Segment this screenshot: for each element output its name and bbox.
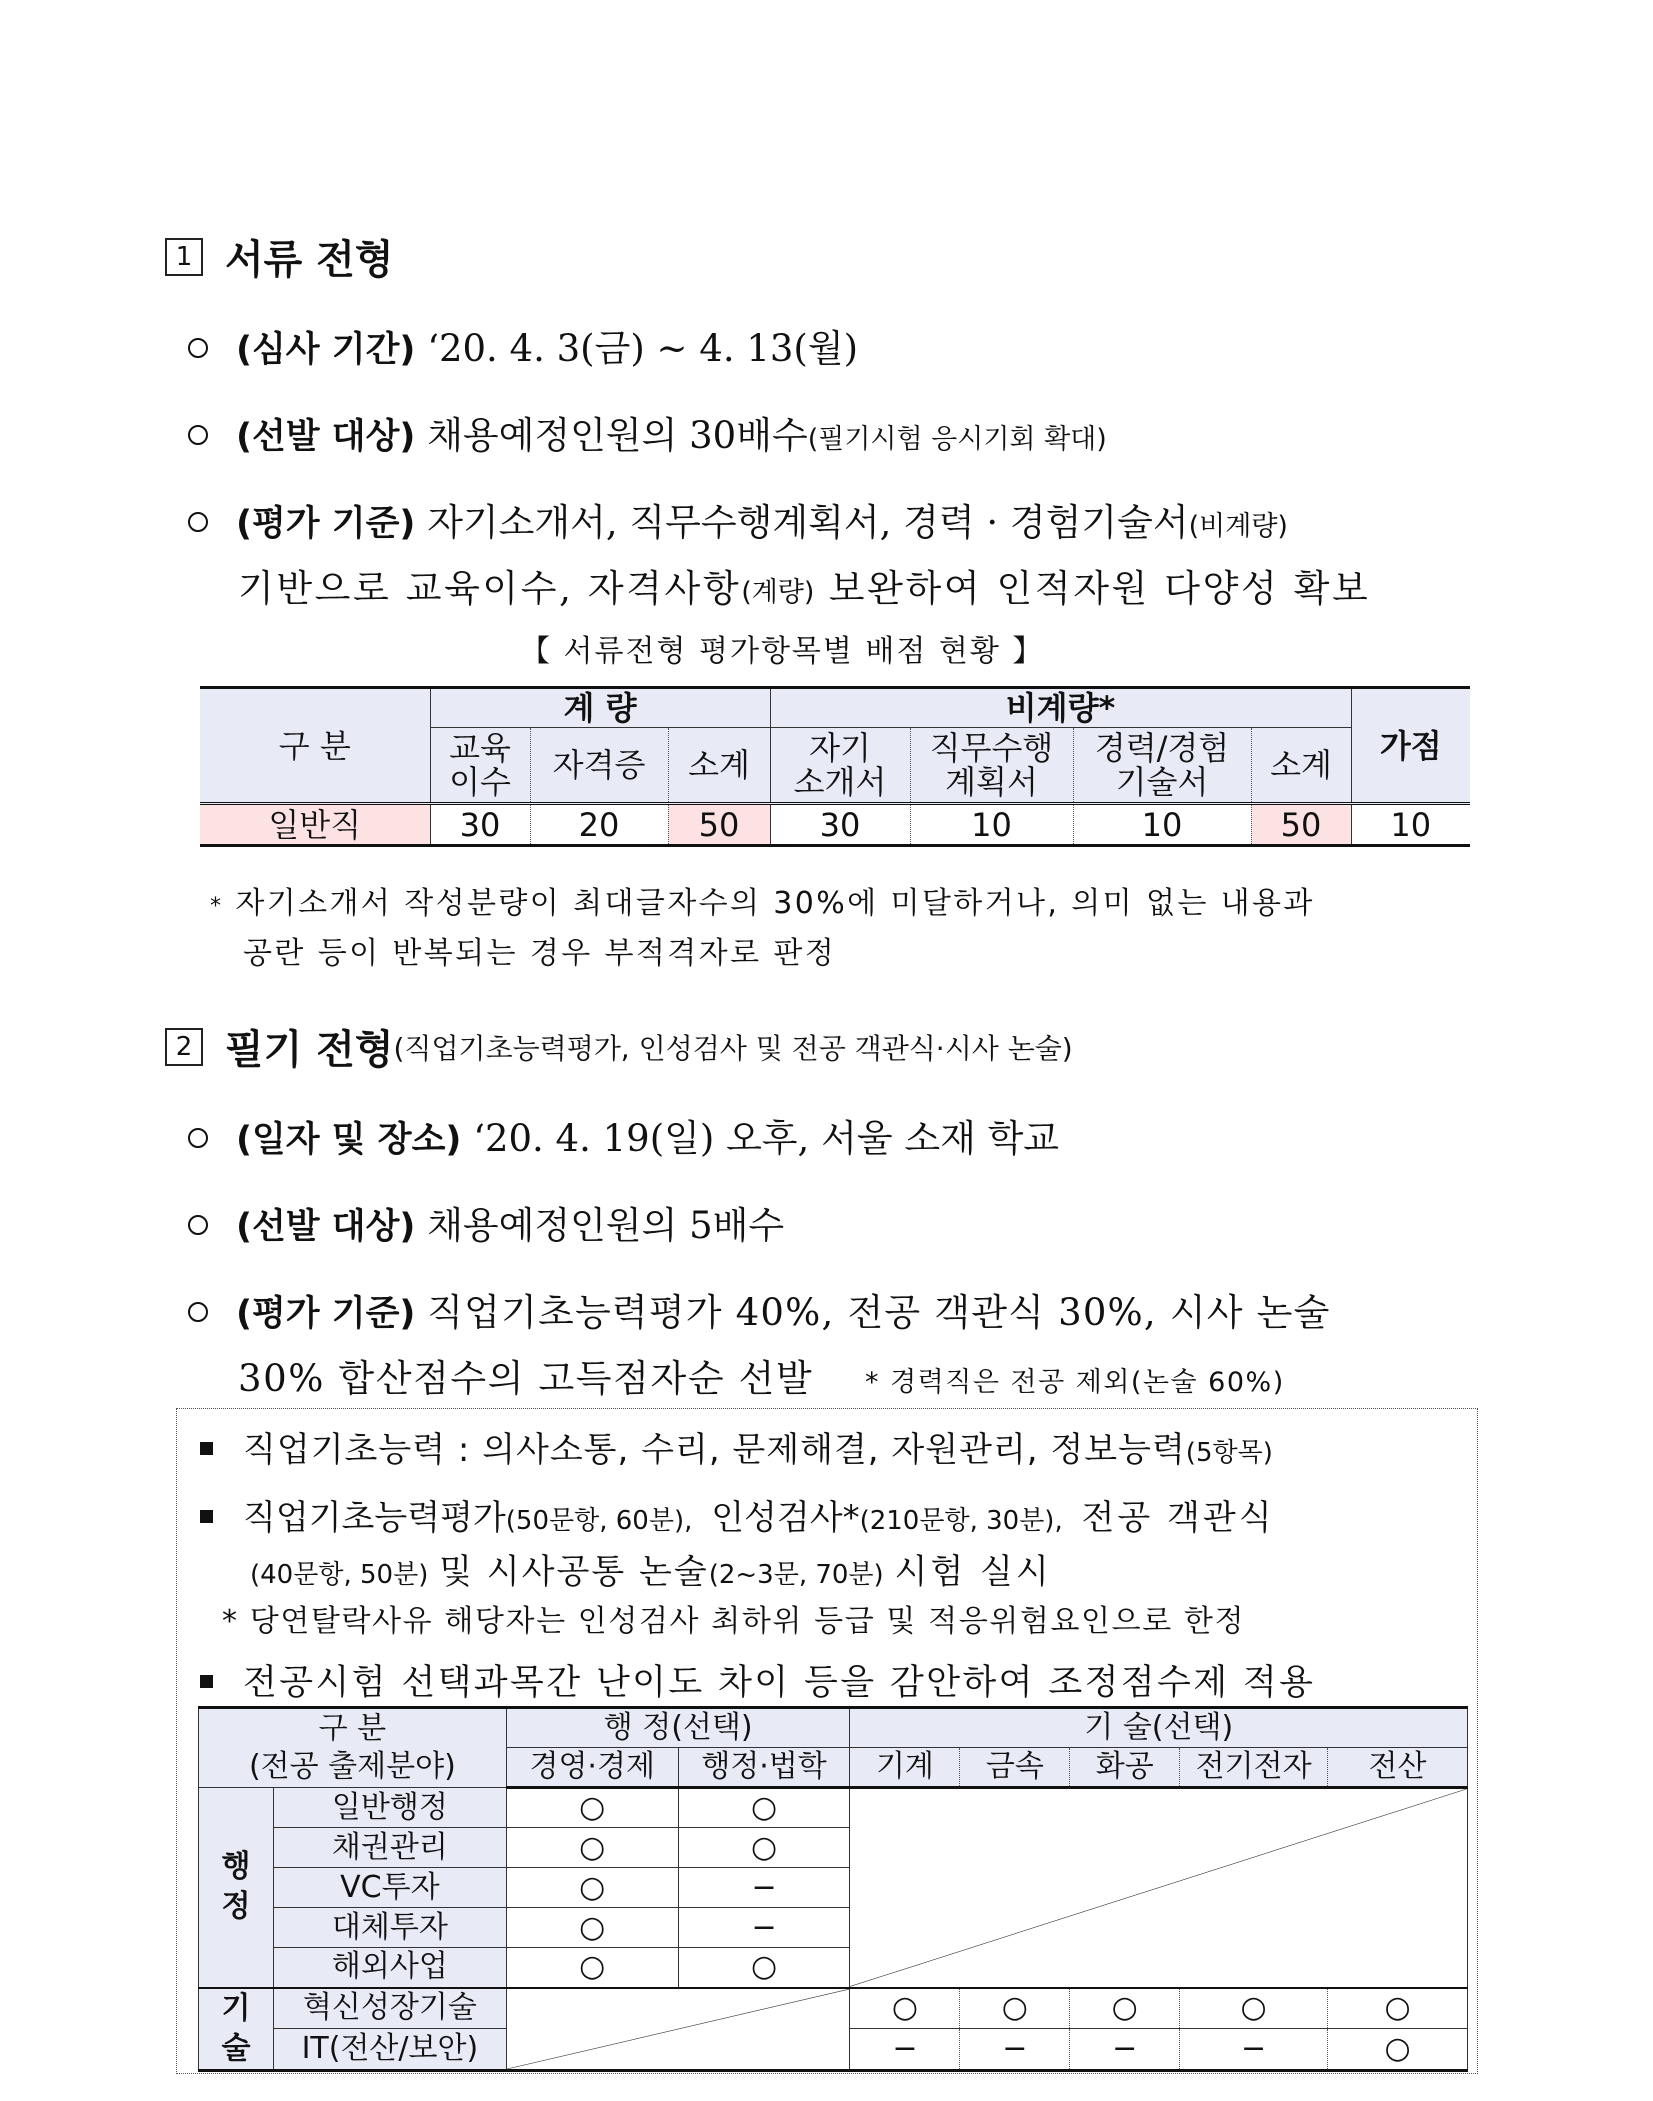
col-header: 경영·경제 [506,1748,678,1788]
note: (계량) [741,577,815,608]
row-name: VC투자 [273,1868,506,1908]
s2-item-criteria-line2 [238,1348,1285,1402]
cell: ○ [506,1908,678,1948]
group-admin: 행 정 [199,1788,274,1988]
square-bullet-icon [200,1675,213,1688]
s1-item-target [188,405,1107,459]
s2-item-criteria [188,1282,1331,1336]
row-name: IT(전산/보안) [273,2029,506,2070]
text: 기반으로 교육이수, 자격사항 [238,567,742,610]
gubun: 구 분 [318,1711,387,1746]
section2-title-text: 필기 전형 [225,1027,394,1073]
text: 전공시험 선택과목간 난이도 차이 등을 감안하여 조정점수제 적용 [243,1663,1316,1703]
cell: 30 [430,804,530,846]
section2-subtitle: (직업기초능력평가, 인성검사 및 전공 객관식·시사 논술) [393,1031,1073,1065]
cell: − [1070,2029,1180,2070]
s1-item-criteria [188,492,1288,546]
circle-bullet-icon [188,1302,208,1322]
cell: 10 [910,804,1073,846]
box-bullet-2-line2 [250,1544,1052,1593]
header-subtotal-quant: 소계 [668,728,770,804]
cell: 30 [770,804,910,846]
section2-number: 2 [165,1028,203,1066]
label: (선발 대상) [236,1207,416,1247]
section1-title-text: 서류 전형 [225,237,394,283]
sel: (선택) [671,1710,753,1745]
square-bullet-icon [200,1442,213,1455]
label: (심사 기간) [236,330,416,370]
col-header: 화공 [1070,1748,1180,1788]
table1-caption: 【 서류전형 평가항목별 배점 현황 】 [520,634,1045,669]
cell: ○ [960,1988,1070,2029]
s1-item-period [188,318,858,372]
label: (평가 기준) [236,1294,416,1334]
text: ‘20. 4. 3(금) ~ 4. 13(월) [427,327,859,370]
note: (5항목) [1185,1438,1273,1468]
cell: ○ [506,1948,678,1988]
box-bullet-3 [200,1655,1315,1705]
text: 보완하여 인적자원 다양성 확보 [828,567,1371,610]
cell: 50 [668,804,770,846]
box-footnote: * 당연탈락사유 해당자는 인성검사 최하위 등급 및 적응위험요인으로 한정 [222,1604,1246,1639]
circle-bullet-icon [188,1128,208,1148]
text: 자기소개서, 직무수행계획서, 경력 · 경험기술서 [427,501,1189,544]
label: 행 정 [603,1710,672,1745]
cell: ○ [678,1828,850,1868]
subject-table [198,1706,1468,2072]
diagonal-line [850,1789,1467,1987]
score-table [200,686,1470,847]
box-bullet-2 [200,1490,1275,1539]
cell: − [960,2029,1070,2070]
row-name: 해외사업 [273,1948,506,1988]
cell: − [850,2029,960,2070]
label: (평가 기준) [236,504,416,544]
cell: ○ [1180,1988,1328,2029]
s1-item-criteria-line2 [238,558,1370,612]
circle-bullet-icon [188,425,208,445]
text: 직업기초능력 : 의사소통, 수리, 문제해결, 자원관리, 정보능력 [243,1430,1186,1470]
cell: 50 [1251,804,1351,846]
cell: ○ [506,1828,678,1868]
circle-bullet-icon [188,338,208,358]
text: ‘20. 4. 19(일) 오후, 서울 소재 학교 [473,1117,1060,1160]
text: 직업기초능력평가 40%, 전공 객관식 30%, 시사 논술 [427,1291,1331,1334]
circle-bullet-icon [188,1215,208,1235]
cell: − [678,1868,850,1908]
header-career: 경력/경험 기술서 [1073,728,1251,804]
label: 기 술 [1084,1710,1152,1745]
text: 직업기초능력평가 [243,1498,506,1538]
t2-header-gubun [199,1708,507,1788]
text: 및 시사공통 논술 [439,1552,709,1592]
text: 30% 합산점수의 고득점자순 선발 [238,1357,814,1400]
row-label: 일반직 [200,804,430,846]
diag-empty-admin [850,1788,1468,1988]
diag-empty-tech [506,1988,850,2071]
header-gubun: 구 분 [200,688,430,804]
header-plan: 직무수행 계획서 [910,728,1073,804]
cell: ○ [1070,1988,1180,2029]
text: 채용예정인원의 30배수 [427,414,808,457]
square-bullet-icon [200,1510,213,1523]
gubun-sub: (전공 출제분야) [248,1749,456,1784]
header-quant: 계 량 [430,688,770,728]
footnote-mark: * [210,894,224,919]
header-subtotal-nonquant: 소계 [1251,728,1351,804]
col-header: 행정·법학 [678,1748,850,1788]
box-bullet-1 [200,1422,1273,1471]
cell: 10 [1351,804,1470,846]
col-header: 금속 [960,1748,1070,1788]
note: (50문항, 60분), [505,1506,693,1536]
cell: ○ [850,1988,960,2029]
note: (필기시험 응시기회 확대) [807,424,1107,455]
text: 시험 실시 [894,1552,1052,1592]
row-name: 일반행정 [273,1788,506,1828]
s2-item-date [188,1108,1059,1162]
table1-footnote [210,878,1315,922]
sel: (선택) [1151,1710,1234,1745]
note: * 경력직은 전공 제외(논술 60%) [865,1367,1285,1398]
cell: ○ [506,1868,678,1908]
cell: ○ [678,1788,850,1828]
row-name: 대체투자 [273,1908,506,1948]
note: (210문항, 30분), [859,1506,1063,1536]
cell: − [678,1908,850,1948]
cell: 20 [530,804,668,846]
row-name: 혁신성장기술 [273,1988,506,2029]
cell: 10 [1073,804,1251,846]
circle-bullet-icon [188,512,208,532]
label: (선발 대상) [236,417,416,457]
text: 채용예정인원의 5배수 [427,1204,785,1247]
note: (비계량) [1188,511,1288,542]
row-name: 채권관리 [273,1828,506,1868]
text: 인성검사* [711,1498,860,1538]
footnote-line1: 자기소개서 작성분량이 최대글자수의 30%에 미달하거나, 의미 없는 내용과 [235,886,1315,921]
col-header: 전산 [1328,1748,1468,1788]
s2-item-target [188,1195,784,1249]
header-cert: 자격증 [530,728,668,804]
section1-title [165,228,394,285]
section2-title [165,1018,1073,1075]
note: (40문항, 50분) [250,1560,429,1590]
cell: ○ [678,1948,850,1988]
cell: ○ [506,1788,678,1828]
cell: ○ [1328,1988,1468,2029]
group-tech: 기 술 [199,1988,274,2071]
cell: ○ [1328,2029,1468,2070]
label: (일자 및 장소) [236,1120,462,1160]
header-edu: 교육 이수 [430,728,530,804]
section1-number: 1 [165,238,203,276]
text: 전공 객관식 [1081,1498,1275,1538]
cell: − [1180,2029,1328,2070]
col-header: 기계 [850,1748,960,1788]
t2-header-admin [506,1708,850,1748]
diagonal-line [507,1989,850,2069]
header-intro: 자기 소개서 [770,728,910,804]
header-nonquant: 비계량* [770,688,1351,728]
col-header: 전기전자 [1180,1748,1328,1788]
table1-footnote-line2: 공란 등이 반복되는 경우 부적격자로 판정 [243,936,837,971]
t2-header-tech [850,1708,1468,1748]
note: (2~3문, 70분) [708,1560,884,1590]
header-bonus: 가점 [1351,688,1470,804]
